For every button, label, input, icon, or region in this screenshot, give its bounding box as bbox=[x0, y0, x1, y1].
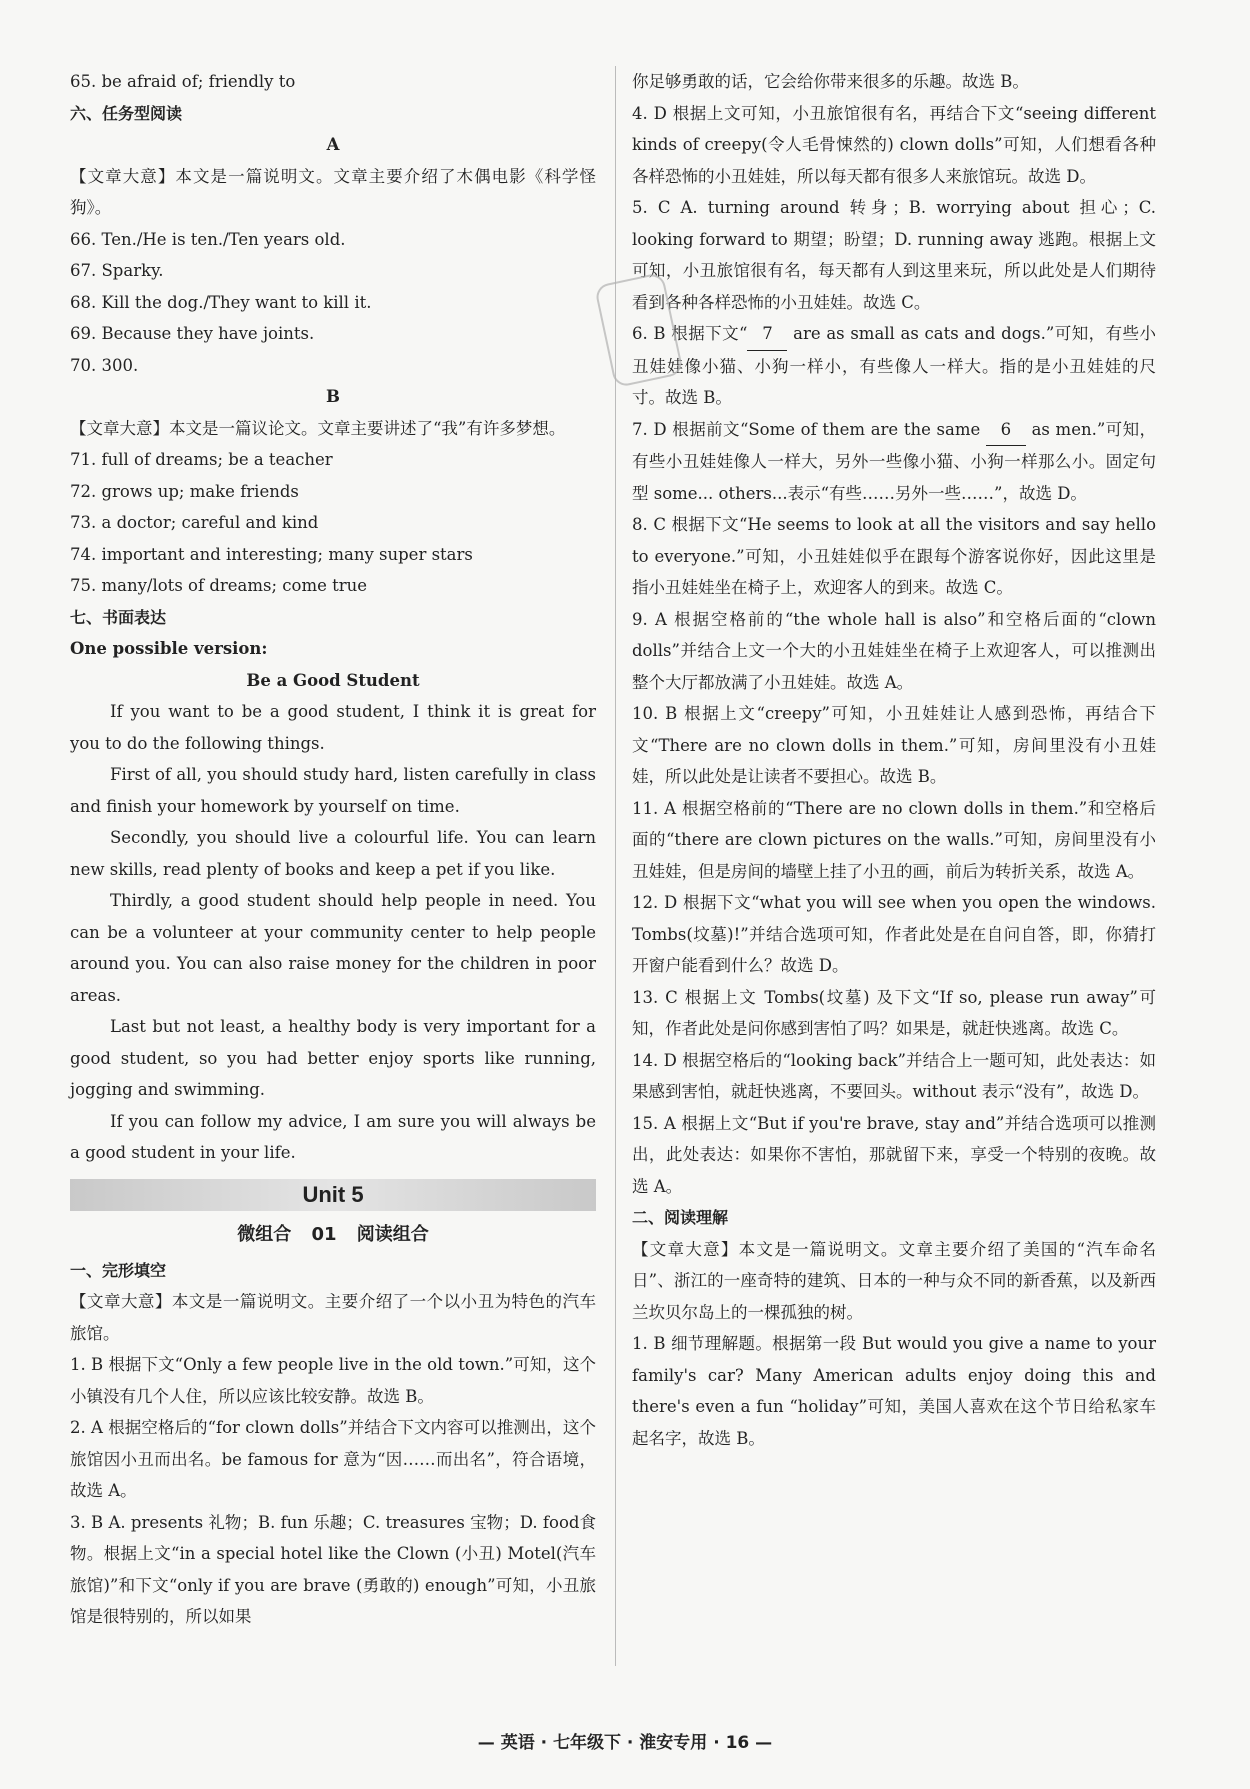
section-heading-task-reading: 六、任务型阅读 bbox=[70, 103, 183, 123]
cloze-answer-1: 1. B 根据下文“Only a few people live in the old town.”可知，这个小镇没有几个人住，所以应该比较安静。故选 B。 bbox=[70, 1355, 596, 1406]
answer-73: 73. a doctor; careful and kind bbox=[70, 513, 319, 532]
passage-label-a: A bbox=[326, 135, 340, 154]
cloze-answer-15: 15. A 根据上文“But if you're brave, stay and”并结合选项可以推测出，此处表达：如果你不害怕，那就留下来，享受一个特别的夜晚。故选 A。 bbox=[632, 1113, 1156, 1196]
essay-paragraph: First of all, you should study hard, listen carefully in class and finish your homework by yourself on time. bbox=[70, 765, 596, 816]
essay-paragraph: Secondly, you should live a colourful life. You can learn new skills, read plenty of books and keep a pet if you like. bbox=[70, 828, 596, 879]
cloze-answer-6 bbox=[632, 318, 1156, 414]
section-heading-writing: 七、书面表达 bbox=[70, 607, 167, 627]
essay-paragraph: Thirdly, a good student should help people in need. You can be a volunteer at your community center to help people around you. You can also raise money for the children in poor areas. bbox=[70, 891, 596, 1005]
answer-6-text-start: 6. B 根据下文“ bbox=[632, 324, 748, 343]
cloze-answer-13: 13. C 根据上文 Tombs(坟墓) 及下文“If so, please run away”可知，作者此处是问你感到害怕了吗？如果是，就赶快逃离。故选 C。 bbox=[632, 987, 1156, 1038]
cloze-answer-12: 12. D 根据下文“what you will see when you open the windows. Tombs(坟墓)!”并结合选项可知，作者此处是在自问自答，即，你猜打开窗户能看到什么？故选 D。 bbox=[632, 893, 1156, 975]
cloze-answer-10: 10. B 根据上文“creepy”可知，小丑娃娃让人感到恐怖，再结合下文“There are no clown dolls in them.”可知，房间里没有小丑娃娃，所以此处是让读者不要担心。故选 B。 bbox=[632, 704, 1156, 786]
section-heading-reading: 二、阅读理解 bbox=[632, 1208, 729, 1227]
essay-paragraph: Last but not least, a healthy body is very important for a good student, so you had better enjoy sports like running, jogging and swimming. bbox=[70, 1017, 596, 1099]
answer-71: 71. full of dreams; be a teacher bbox=[70, 450, 333, 469]
answer-7-text-end: as men.”可知，有些小丑娃娃像人一样大，另外一些像小猫、小狗一样那么小。固定句型 some... others...表示“有些……另外一些……”，故选 D。 bbox=[632, 419, 1157, 503]
cloze-answer-4: 4. D 根据上文可知，小丑旅馆很有名，再结合下文“seeing different kinds of creepy(令人毛骨悚然的) clown dolls”可知，人们想看各种各样恐怖的小丑娃娃，所以每天都有很多人来旅馆玩。故选 D。 bbox=[632, 103, 1156, 186]
possible-version-label: One possible version: bbox=[70, 639, 268, 658]
summary-cloze: 【文章大意】本文是一篇说明文。主要介绍了一个以小丑为特色的汽车旅馆。 bbox=[70, 1292, 596, 1343]
blank-7: 7 bbox=[747, 318, 787, 351]
cloze-answer-9: 9. A 根据空格前的“the whole hall is also”和空格后面的“clown dolls”并结合上文一个大的小丑娃娃坐在椅子上欢迎客人，可以推测出整个大厅都放满了小丑娃娃。故选 A。 bbox=[632, 609, 1156, 692]
answer-6-text-end: are as small as cats and dogs.”可知，有些小丑娃娃像小猫、小狗一样小，有些像人一样大。指的是小丑娃娃的尺寸。故选 B。 bbox=[632, 324, 1156, 407]
passage-label-b: B bbox=[326, 387, 340, 406]
subsection-title: 微组合 01 阅读组合 bbox=[237, 1223, 429, 1245]
answer-65: 65. be afraid of; friendly to bbox=[70, 72, 296, 91]
summary-b: 【文章大意】本文是一篇议论文。文章主要讲述了“我”有许多梦想。 bbox=[70, 418, 566, 438]
left-column bbox=[70, 66, 596, 1633]
answer-74: 74. important and interesting; many super stars bbox=[70, 544, 473, 564]
answer-7-text-start: 7. D 根据前文“Some of them are the same bbox=[632, 419, 986, 439]
answer-68: 68. Kill the dog./They want to kill it. bbox=[70, 292, 372, 312]
cloze-answer-3-continued: 你足够勇敢的话，它会给你带来很多的乐趣。故选 B。 bbox=[632, 72, 1029, 91]
cloze-answer-14: 14. D 根据空格后的“looking back”并结合上一题可知，此处表达：如果感到害怕，就赶快逃离，不要回头。without 表示“没有”，故选 D。 bbox=[632, 1050, 1156, 1101]
cloze-answer-7 bbox=[632, 414, 1156, 510]
answer-67: 67. Sparky. bbox=[70, 261, 164, 280]
cloze-answer-11: 11. A 根据空格前的“There are no clown dolls in them.”和空格后面的“there are clown pictures on the walls.”可知，房间里没有小丑娃娃，但是房间的墙壁上挂了小丑的画，前后为转折关系，故选 A。 bbox=[632, 798, 1156, 881]
answer-75: 75. many/lots of dreams; come true bbox=[70, 576, 368, 595]
essay-paragraph: If you want to be a good student, I think it is great for you to do the following things. bbox=[70, 702, 596, 753]
answer-69: 69. Because they have joints. bbox=[70, 324, 315, 343]
answer-66: 66. Ten./He is ten./Ten years old. bbox=[70, 229, 346, 249]
unit-banner: Unit 5 bbox=[70, 1179, 596, 1211]
summary-a: 【文章大意】本文是一篇说明文。文章主要介绍了木偶电影《科学怪狗》。 bbox=[70, 166, 596, 217]
blank-6: 6 bbox=[986, 414, 1026, 447]
answer-72: 72. grows up; make friends bbox=[70, 481, 299, 501]
reading-answer-1: 1. B 细节理解题。根据第一段 But would you give a name to your family's car? Many American adults enjoy doing this and there's even a fun “holiday”可知，美国人喜欢在这个节日给私家车起名字，故选 B。 bbox=[632, 1334, 1156, 1448]
cloze-answer-2: 2. A 根据空格后的“for clown dolls”并结合下文内容可以推测出，这个旅馆因小丑而出名。be famous for 意为“因……而出名”，符合语境，故选 A。 bbox=[70, 1418, 596, 1500]
page-footer: — 英语 · 七年级下 · 淮安专用 · 16 — bbox=[477, 1733, 773, 1753]
section-heading-cloze: 一、完形填空 bbox=[70, 1260, 167, 1280]
summary-reading: 【文章大意】本文是一篇说明文。文章主要介绍了美国的“汽车命名日”、浙江的一座奇特的建筑、日本的一种与众不同的新香蕉，以及新西兰坎贝尔岛上的一棵孤独的树。 bbox=[632, 1239, 1156, 1322]
essay-title: Be a Good Student bbox=[246, 670, 420, 690]
essay-paragraph: If you can follow my advice, I am sure you will always be a good student in your life. bbox=[70, 1111, 596, 1162]
cloze-answer-8: 8. C 根据下文“He seems to look at all the visitors and say hello to everyone.”可知，小丑娃娃似乎在跟每个游客说你好，因此这里是指小丑娃娃坐在椅子上，欢迎客人的到来。故选 C。 bbox=[632, 515, 1156, 597]
cloze-answer-5: 5. C A. turning around 转身；B. worrying about 担心；C. looking forward to 期望；盼望；D. running away 逃跑。根据上文可知，小丑旅馆很有名，每天都有人到这里来玩，所以此处是人们期待看到各种各样恐怖的小丑娃娃。故选 C。 bbox=[632, 198, 1156, 312]
cloze-answer-3: 3. B A. presents 礼物；B. fun 乐趣；C. treasures 宝物；D. food食物。根据上文“in a special hotel like the Clown (小丑) Motel(汽车旅馆)”和下文“only if you are brave (勇敢的) enough”可知，小丑旅馆是很特别的，所以如果 bbox=[70, 1512, 596, 1626]
right-column bbox=[632, 66, 1156, 1454]
answer-70: 70. 300. bbox=[70, 355, 139, 375]
